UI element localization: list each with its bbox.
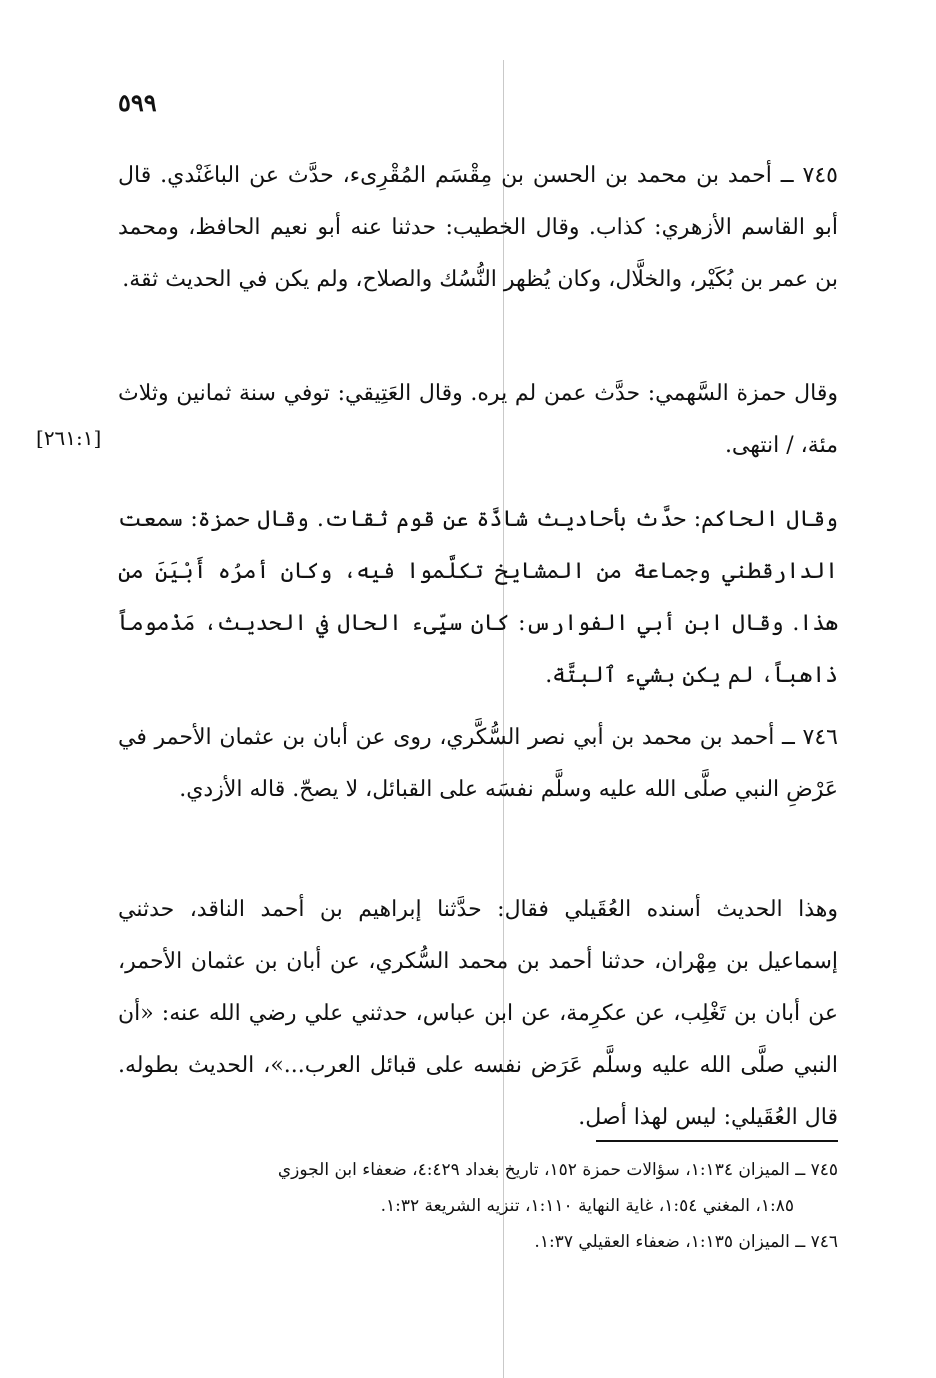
paragraph-al-uqayli: وهذا الحديث أسنده العُقَيلي فقال: حدَّثنا إبراهيم بن أحمد الناقد، حدثني إسماعيل بن مِهْران، حدثنا أحمد بن محمد السُّكري، عن أبان بن عثمان الأحمر، عن أبان بن تَغْلِب، عن عكرِمة، عن ابن عباس، حدثني علي رضي الله عنه: «أن النبي صلَّى الله عليه وسلَّم عَرَض نفسه على قبائل العرب...»، الحديث بطوله. قال العُقَيلي: ليس لهذا أصل. bbox=[118, 897, 838, 1130]
footnote-745-line-2: ١:٨٥، المغني ١:٥٤، غاية النهاية ١:١١٠، تنزيه الشريعة ١:٣٢. bbox=[380, 1196, 794, 1216]
entry-746: ٧٤٦ ــ أحمد بن محمد بن أبي نصر السُّكَّري، روى عن أبان بن عثمان الأحمر في عَرْضِ النبي صلَّى الله عليه وسلَّم نفسَه على القبائل، لا يصحّ. قاله الأزدي. bbox=[118, 725, 838, 802]
page-number: ٥٩٩ bbox=[118, 88, 157, 117]
footnote-separator bbox=[596, 1140, 838, 1142]
page-reference-marker: [٢٦١:١] bbox=[36, 426, 102, 450]
paragraph-al-hakim: وقال الحاكم: حدَّث بأحاديث شاذَّة عن قوم ثقات. وقال حمزة: سمعت الدارقطني وجماعة من المشايخ تكلَّموا فيه، وكان أمرُه أَبْيَنَ من هذا. وقال ابن أبي الفوارس: كان سيِّىء الحال في الحديث، مَذْموماً ذاهباً، لم يكن بشيء ٱلبتَّة. bbox=[118, 507, 838, 688]
footnotes bbox=[110, 1152, 838, 1260]
footnote-745-line-1: ٧٤٥ ــ الميزان ١:١٣٤، سؤالات حمزة ١٥٢، تاريخ بغداد ٤:٤٢٩، ضعفاء ابن الجوزي bbox=[277, 1160, 838, 1180]
paragraph-hamza-al-sahmi: وقال حمزة السَّهمي: حدَّث عمن لم يره. وقال العَتِيقي: توفي سنة ثمانين وثلاث مئة، / انتهى. bbox=[118, 381, 838, 458]
entry-745: ٧٤٥ ــ أحمد بن محمد بن الحسن بن مِقْسَم المُقْرِىء، حدَّث عن الباغَنْدي. قال أبو القاسم الأزهري: كذاب. وقال الخطيب: حدثنا عنه أبو نعيم الحافظ، ومحمد بن عمر بن بُكَيْر، والخلَّال، وكان يُظهر النُّسُك والصلاح، ولم يكن في الحديث ثقة. bbox=[118, 163, 838, 292]
footnote-746: ٧٤٦ ــ الميزان ١:١٣٥، ضعفاء العقيلي ١:٣٧. bbox=[534, 1232, 838, 1252]
